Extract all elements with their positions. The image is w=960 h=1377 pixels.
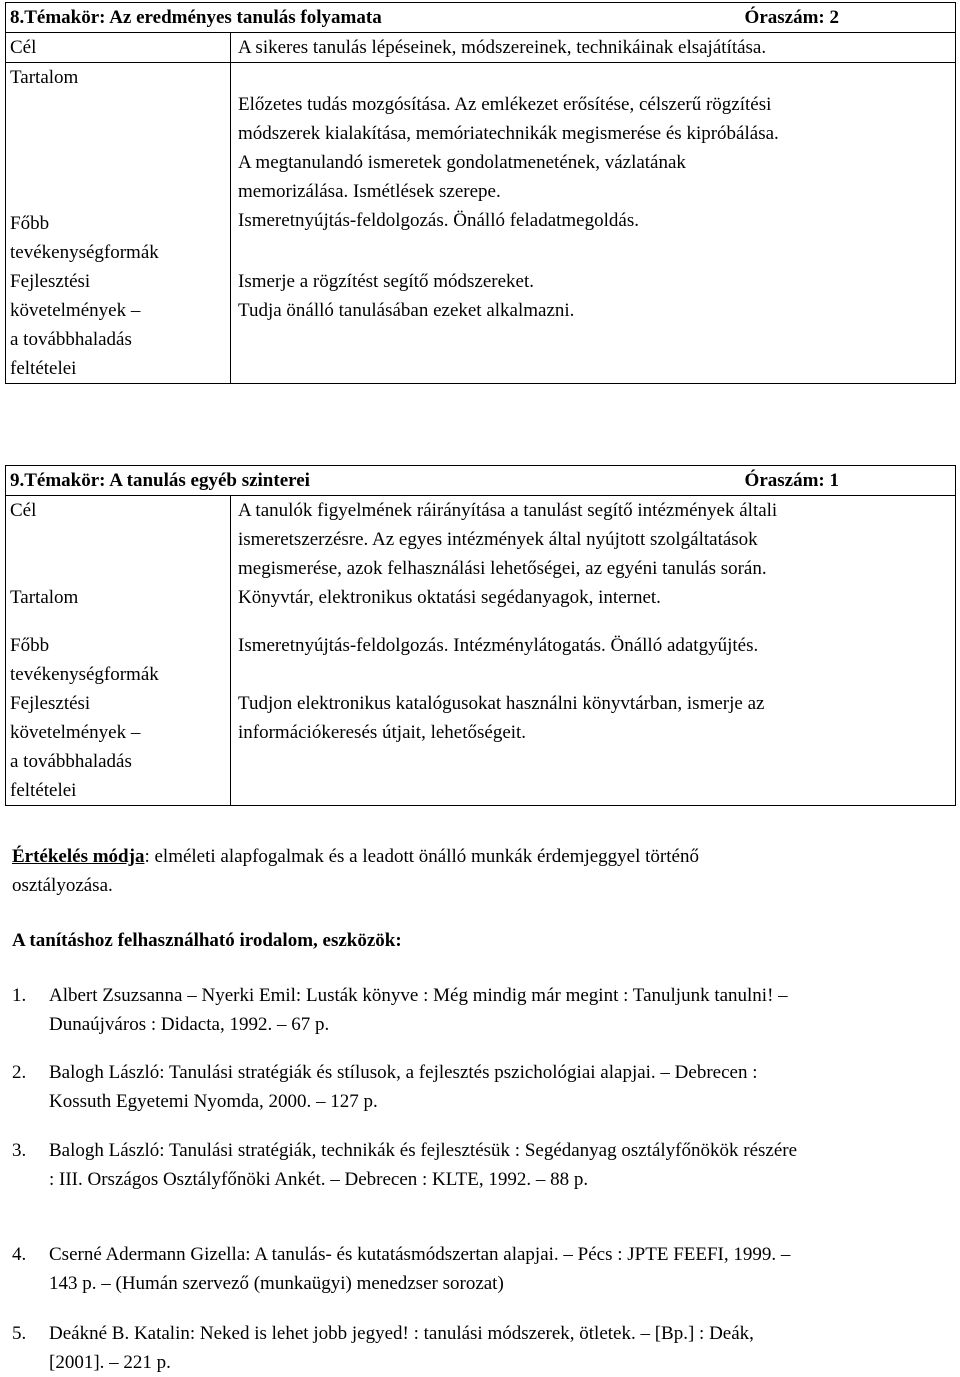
item-number: 5. <box>12 1323 27 1344</box>
row-text: Ismeretnyújtás-feldolgozás. Önálló feladatmegoldás. <box>238 210 639 231</box>
topic8-row-activities <box>6 209 955 267</box>
literature-item <box>12 1240 950 1298</box>
literature-item <box>12 1319 950 1377</box>
row-label: Cél <box>6 496 231 583</box>
row-text: módszerek kialakítása, memóriatechnikák megismerése és kipróbálása. <box>238 123 779 144</box>
row-label: Tartalom <box>6 583 231 631</box>
item-line: Deákné B. Katalin: Neked is lehet jobb jegyed! : tanulási módszerek, ötletek. – [Bp.] : Deák, <box>49 1323 754 1344</box>
evaluation-text: : elméleti alapfogalmak és a leadott önálló munkák érdemjeggyel történő <box>144 846 699 867</box>
topic9-header <box>6 466 955 496</box>
item-line: Kossuth Egyetemi Nyomda, 2000. – 127 p. <box>49 1091 378 1112</box>
literature-item <box>12 1058 950 1116</box>
literature-item <box>12 1136 950 1194</box>
topic9-row-goal <box>6 496 955 583</box>
row-label: Tartalom <box>6 63 231 209</box>
topic9-table <box>5 465 956 806</box>
row-text: memorizálása. Ismétlések szerepe. <box>238 181 501 202</box>
topic8-row-content <box>6 62 955 209</box>
topic8-hours: Óraszám: 2 <box>744 7 839 28</box>
topic8-title: 8.Témakör: Az eredményes tanulás folyamata <box>10 7 382 28</box>
topic9-row-content <box>6 583 955 631</box>
item-number: 1. <box>12 985 27 1006</box>
topic9-row-requirements <box>6 689 955 805</box>
row-text: Könyvtár, elektronikus oktatási segédanyagok, internet. <box>238 587 661 608</box>
row-label: Fejlesztési követelmények – a továbbhaladás feltételei <box>6 267 231 383</box>
topic9-row-activities <box>6 631 955 689</box>
row-text: ismeretszerzésre. Az egyes intézmények által nyújtott szolgáltatások <box>238 529 758 550</box>
row-text: A sikeres tanulás lépéseinek, módszereinek, technikáinak elsajátítása. <box>238 37 767 58</box>
row-text: Tudja önálló tanulásában ezeket alkalmazni. <box>238 300 575 321</box>
row-text: A megtanulandó ismeretek gondolatmenetének, vázlatának <box>238 152 686 173</box>
evaluation-section <box>12 842 952 900</box>
topic8-row-requirements <box>6 267 955 383</box>
item-line: 143 p. – (Humán szervező (munkaügyi) menedzser sorozat) <box>49 1273 504 1294</box>
row-text: Ismerje a rögzítést segítő módszereket. <box>238 271 534 292</box>
topic8-table <box>5 2 956 384</box>
item-line: : III. Országos Osztályfőnöki Ankét. – Debrecen : KLTE, 1992. – 88 p. <box>49 1169 589 1190</box>
topic9-title: 9.Témakör: A tanulás egyéb szinterei <box>10 470 310 491</box>
topic8-row-goal <box>6 33 955 62</box>
row-label: Fejlesztési követelmények – a továbbhaladás feltételei <box>6 689 231 805</box>
row-text: megismerése, azok felhasználási lehetőségei, az egyéni tanulás során. <box>238 558 767 579</box>
row-label: Főbb tevékenységformák <box>6 209 231 267</box>
row-label: Főbb tevékenységformák <box>6 631 231 689</box>
evaluation-label: Értékelés módja <box>12 846 145 867</box>
row-text: Tudjon elektronikus katalógusokat használni könyvtárban, ismerje az <box>238 693 765 714</box>
evaluation-text-cont: osztályozása. <box>12 875 113 896</box>
literature-item <box>12 981 950 1039</box>
item-number: 2. <box>12 1062 27 1083</box>
topic8-header <box>6 3 955 33</box>
row-label: Cél <box>6 33 231 62</box>
item-line: [2001]. – 221 p. <box>49 1352 171 1373</box>
row-text: Előzetes tudás mozgósítása. Az emlékezet erősítése, célszerű rögzítési <box>238 94 772 115</box>
item-line: Albert Zsuzsanna – Nyerki Emil: Lusták könyve : Még mindig már megint : Tanuljunk tanulni! – <box>49 985 788 1006</box>
item-number: 3. <box>12 1140 27 1161</box>
row-text: Ismeretnyújtás-feldolgozás. Intézménylátogatás. Önálló adatgyűjtés. <box>238 635 759 656</box>
literature-title: A tanításhoz felhasználható irodalom, eszközök: <box>12 930 402 951</box>
topic9-hours: Óraszám: 1 <box>744 470 839 491</box>
row-text: információkeresés útjait, lehetőségeit. <box>238 722 527 743</box>
row-text: A tanulók figyelmének ráirányítása a tanulást segítő intézmények általi <box>238 500 778 521</box>
item-line: Balogh László: Tanulási stratégiák, technikák és fejlesztésük : Segédanyag osztályfőnökök részére <box>49 1140 798 1161</box>
item-line: Balogh László: Tanulási stratégiák és stílusok, a fejlesztés pszichológiai alapjai. – Debrecen : <box>49 1062 758 1083</box>
item-line: Cserné Adermann Gizella: A tanulás- és kutatásmódszertan alapjai. – Pécs : JPTE FEEFI, 1999. – <box>49 1244 791 1265</box>
item-line: Dunaújváros : Didacta, 1992. – 67 p. <box>49 1014 330 1035</box>
item-number: 4. <box>12 1244 27 1265</box>
